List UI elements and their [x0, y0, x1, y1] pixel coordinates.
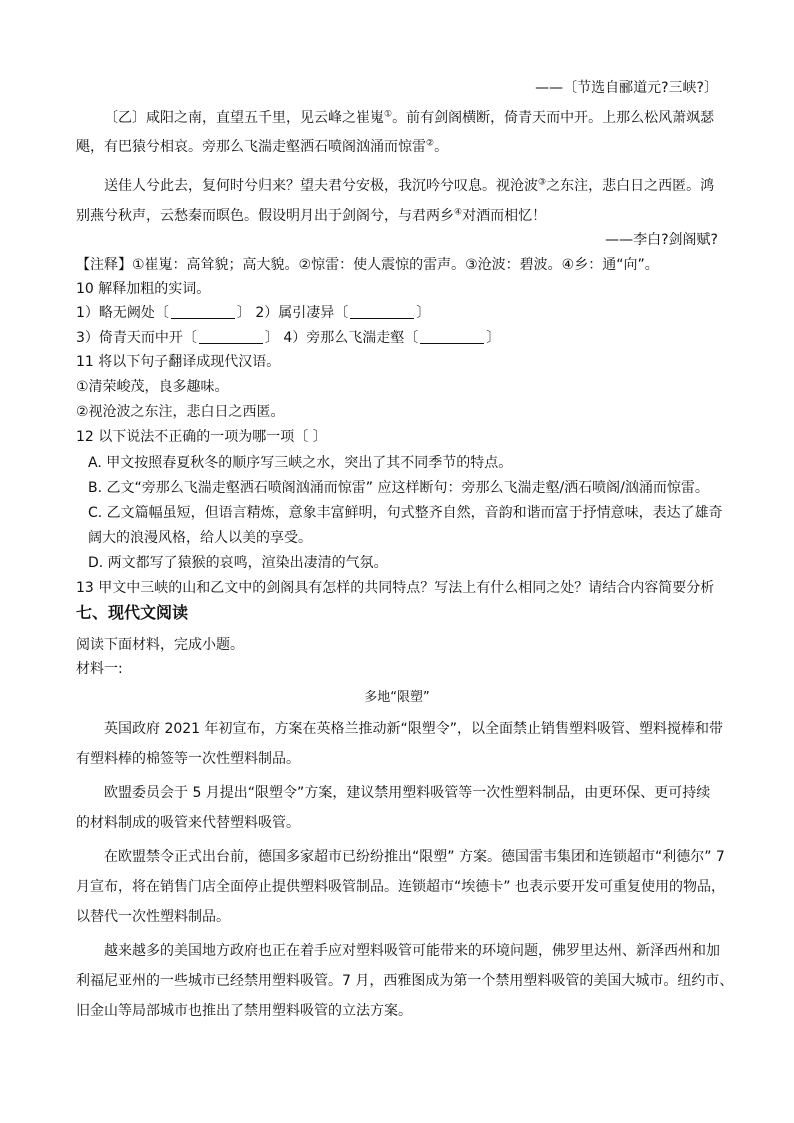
answer-blank[interactable] [171, 304, 235, 319]
answer-blank[interactable] [350, 304, 414, 319]
text-yi-line-2 [76, 137, 448, 157]
answer-blank[interactable] [420, 329, 484, 344]
text-segment: 飓，有巴猿兮相哀。旁那么飞湍走壑洒石喷阁汹涌而惊雷 [76, 139, 426, 155]
question-12-option-d: D. 两文都写了猿猴的哀鸣，渲染出凄清的气氛。 [88, 555, 388, 571]
question-11-item-2: ②视沧波之东注，悲白日之西匿。 [76, 404, 285, 420]
note-mark: ④ [454, 207, 463, 218]
text-yi-line-1 [104, 108, 714, 128]
text-segment: 。前有剑阁横断，倚青天而中开。上那么松风萧飒瑟 [392, 110, 715, 126]
article-title: 多地“限塑” [364, 690, 430, 705]
reading-intro: 阅读下面材料，完成小题。 [76, 637, 244, 653]
text-segment: 送佳人兮此去，复何时兮归来？望夫君兮安极，我沉吟兮叹息。视沧波 [104, 178, 538, 194]
section-heading: 七、现代文阅读 [76, 603, 189, 622]
article-paragraph-4-cont: 利福尼亚州的一些城市已经禁用塑料吸管。7 月，西雅图成为第一个禁用塑料吸管的美国大城市。纽约市、 [76, 973, 734, 989]
text-segment: 1）略无阙处〔 [76, 305, 169, 321]
note-mark: ① [384, 109, 393, 120]
text-segment: 〕 [416, 305, 431, 321]
question-12-option-b: B. 乙文“旁那么飞湍走壑洒石喷阁汹涌而惊雷” 应这样断句：旁那么飞湍走壑/洒石喷阁/汹涌而惊雷。 [88, 480, 709, 496]
question-12-option-c: C. 乙文篇幅虽短，但语言精炼，意象丰富鲜明，句式整齐自然，音韵和谐而富于抒情意味，表达了雄奇 [88, 505, 723, 521]
text-segment: 3）倚青天而中开〔 [76, 330, 197, 346]
text-segment: 。 [434, 139, 449, 155]
article-paragraph-3: 在欧盟禁令正式出台前，德国多家超市已纷纷推出“限塑” 方案。德国雷韦集团和连锁超市“利德尔” 7 [104, 849, 725, 865]
question-10: 10 解释加粗的实词。 [76, 281, 211, 297]
source-attribution-a: ——〔节选自郦道元?三峡?〕 [535, 80, 718, 96]
note-mark: ② [426, 138, 435, 149]
text-segment: 〕 2）属引凄异〔 [236, 305, 349, 321]
annotation-notes: 【注释】①崔嵬：高耸貌；高大貌。②惊雷：使人震惊的雷声。③沧波：碧波。④乡：通“向”。 [76, 257, 659, 273]
answer-blank[interactable] [199, 329, 263, 344]
text-segment: 〕 4）旁那么飞湍走壑〔 [264, 330, 419, 346]
question-13: 13 甲文中三峡的山和乙文中的剑阁具有怎样的共同特点？写法上有什么相同之处？请结合内容简要分析 [76, 580, 715, 596]
question-12: 12 以下说法不正确的一项为哪一项〔 〕 [76, 429, 327, 445]
question-10-row-2 [76, 328, 500, 348]
text-segment: 〕 [486, 330, 501, 346]
text-segment: 别燕兮秋声，云愁秦而暝色。假设明月出于剑阁兮，与君两乡 [76, 208, 454, 224]
article-paragraph-4: 越来越多的美国地方政府也正在着手应对塑料吸管可能带来的环境问题，佛罗里达州、新泽西州和加 [104, 943, 720, 959]
article-paragraph-2: 欧盟委员会于 5 月提出“限塑令”方案，建议禁用塑料吸管等一次性塑料制品，由更环保、更可持续 [104, 785, 711, 801]
source-attribution-b: ——李白?剑阁赋? [605, 232, 718, 248]
text-yi-line-4 [76, 206, 546, 226]
question-11-item-1: ①清荣峻茂，良多趣味。 [76, 379, 229, 395]
article-paragraph-4-cont: 旧金山等局部城市也推出了禁用塑料吸管的立法方案。 [76, 1003, 412, 1019]
text-segment: 之东注，悲白日之西匿。鸿 [546, 178, 715, 194]
text-yi-line-3 [104, 176, 714, 196]
note-mark: ③ [538, 177, 547, 188]
material-label: 材料一: [76, 661, 123, 677]
article-paragraph-2-cont: 的材料制成的吸管来代替塑料吸管。 [76, 815, 300, 831]
article-paragraph-1: 英国政府 2021 年初宣布，方案在英格兰推动新“限塑令”，以全面禁止销售塑料吸管、塑料搅棒和带 [104, 721, 724, 737]
article-paragraph-3-cont: 以替代一次性塑料制品。 [76, 909, 230, 925]
question-12-option-c-cont: 阔大的浪漫风格，给人以美的享受。 [88, 530, 312, 546]
article-paragraph-1-cont: 有塑料棒的棉签等一次性塑料制品。 [76, 751, 300, 767]
article-paragraph-3-cont: 月宣布，将在销售门店全面停止提供塑料吸管制品。连锁超市“埃德卡” 也表示要开发可重复使用的物品， [76, 879, 725, 895]
question-10-row-1 [76, 303, 430, 323]
text-segment: 对酒而相忆！ [462, 208, 547, 224]
question-12-option-a: A. 甲文按照春夏秋冬的顺序写三峡之水，突出了其不同季节的特点。 [88, 455, 513, 471]
text-segment: 〔乙〕咸阳之南，直望五千里，见云峰之崔嵬 [104, 110, 384, 126]
question-11: 11 将以下句子翻译成现代汉语。 [76, 354, 281, 370]
